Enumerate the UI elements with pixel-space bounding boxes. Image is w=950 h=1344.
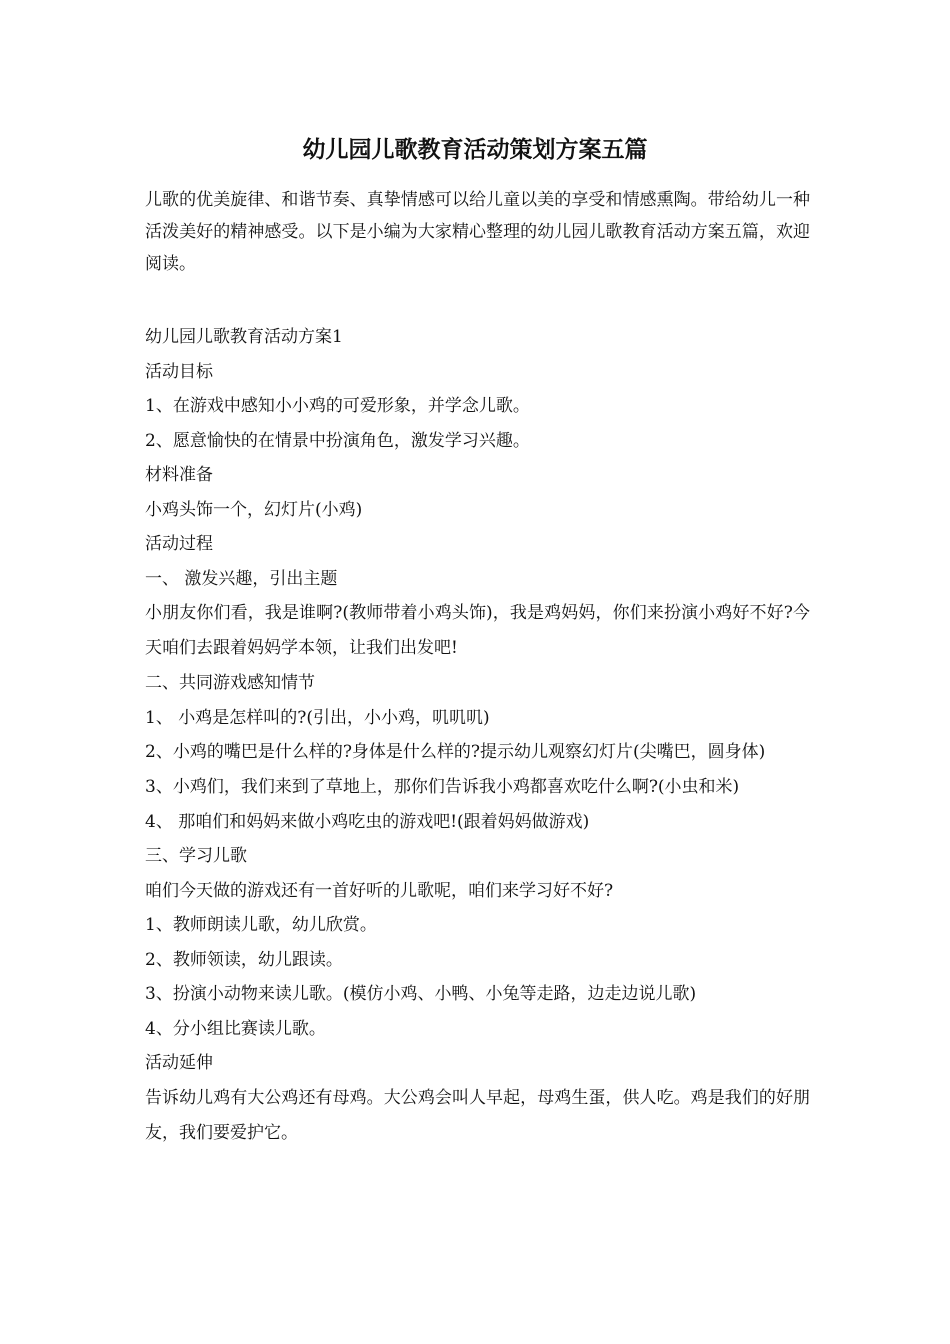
materials-text: 小鸡头饰一个，幻灯片(小鸡) — [145, 499, 363, 520]
paragraph-spacer — [145, 280, 810, 320]
step-3-item-2: 2、教师领读，幼儿跟读。 — [145, 949, 343, 970]
step-3-intro: 咱们今天做的游戏还有一首好听的儿歌呢，咱们来学习好不好? — [145, 880, 614, 901]
extension-paragraph: 告诉幼儿鸡有大公鸡还有母鸡。大公鸡会叫人早起，母鸡生蛋，供人吃。鸡是我们的好朋友，我们要爱护它。 — [145, 1087, 810, 1143]
step-2-item-3: 3、小鸡们，我们来到了草地上，那你们告诉我小鸡都喜欢吃什么啊?(小虫和米) — [145, 777, 740, 797]
step-2-item-4: 4、 那咱们和妈妈来做小鸡吃虫的游戏吧!(跟着妈妈做游戏) — [145, 811, 590, 832]
step-3-item-1: 1、教师朗读儿歌，幼儿欣赏。 — [145, 915, 377, 935]
section-heading-plan-1: 幼儿园儿歌教育活动方案1 — [145, 327, 343, 347]
step-3-item-4: 4、分小组比赛读儿歌。 — [145, 1018, 326, 1039]
heading-activity-process: 活动过程 — [145, 534, 213, 554]
heading-activity-extension: 活动延伸 — [145, 1053, 213, 1073]
document-title: 幼儿园儿歌教育活动策划方案五篇 — [302, 136, 648, 163]
step-heading-1: 一、 激发兴趣，引出主题 — [145, 568, 338, 589]
heading-activity-goals: 活动目标 — [145, 361, 213, 382]
document-body — [145, 184, 810, 1151]
step-2-item-1: 1、 小鸡是怎样叫的?(引出，小小鸡，叽叽叽) — [145, 707, 490, 728]
intro-paragraph: 儿歌的优美旋律、和谐节奏、真挚情感可以给儿童以美的享受和情感熏陶。带给幼儿一种活泼美好的精神感受。以下是小编为大家精心整理的幼儿园儿歌教育活动方案五篇，欢迎阅读。 — [145, 190, 810, 274]
step-3-item-3: 3、扮演小动物来读儿歌。(模仿小鸡、小鸭、小兔等走路，边走边说儿歌) — [145, 984, 697, 1004]
heading-materials: 材料准备 — [145, 465, 213, 485]
step-2-item-2: 2、小鸡的嘴巴是什么样的?身体是什么样的?提示幼儿观察幻灯片(尖嘴巴，圆身体) — [145, 742, 766, 762]
step-heading-3: 三、学习儿歌 — [145, 846, 247, 866]
goal-item-2: 2、愿意愉快的在情景中扮演角色，激发学习兴趣。 — [145, 430, 530, 451]
step-heading-2: 二、共同游戏感知情节 — [145, 673, 315, 693]
goal-item-1: 1、在游戏中感知小小鸡的可爱形象，并学念儿歌。 — [145, 396, 530, 416]
step-1-paragraph: 小朋友你们看，我是谁啊?(教师带着小鸡头饰)，我是鸡妈妈，你们来扮演小鸡好不好?今天咱们去跟着妈妈学本领，让我们出发吧! — [145, 603, 810, 658]
